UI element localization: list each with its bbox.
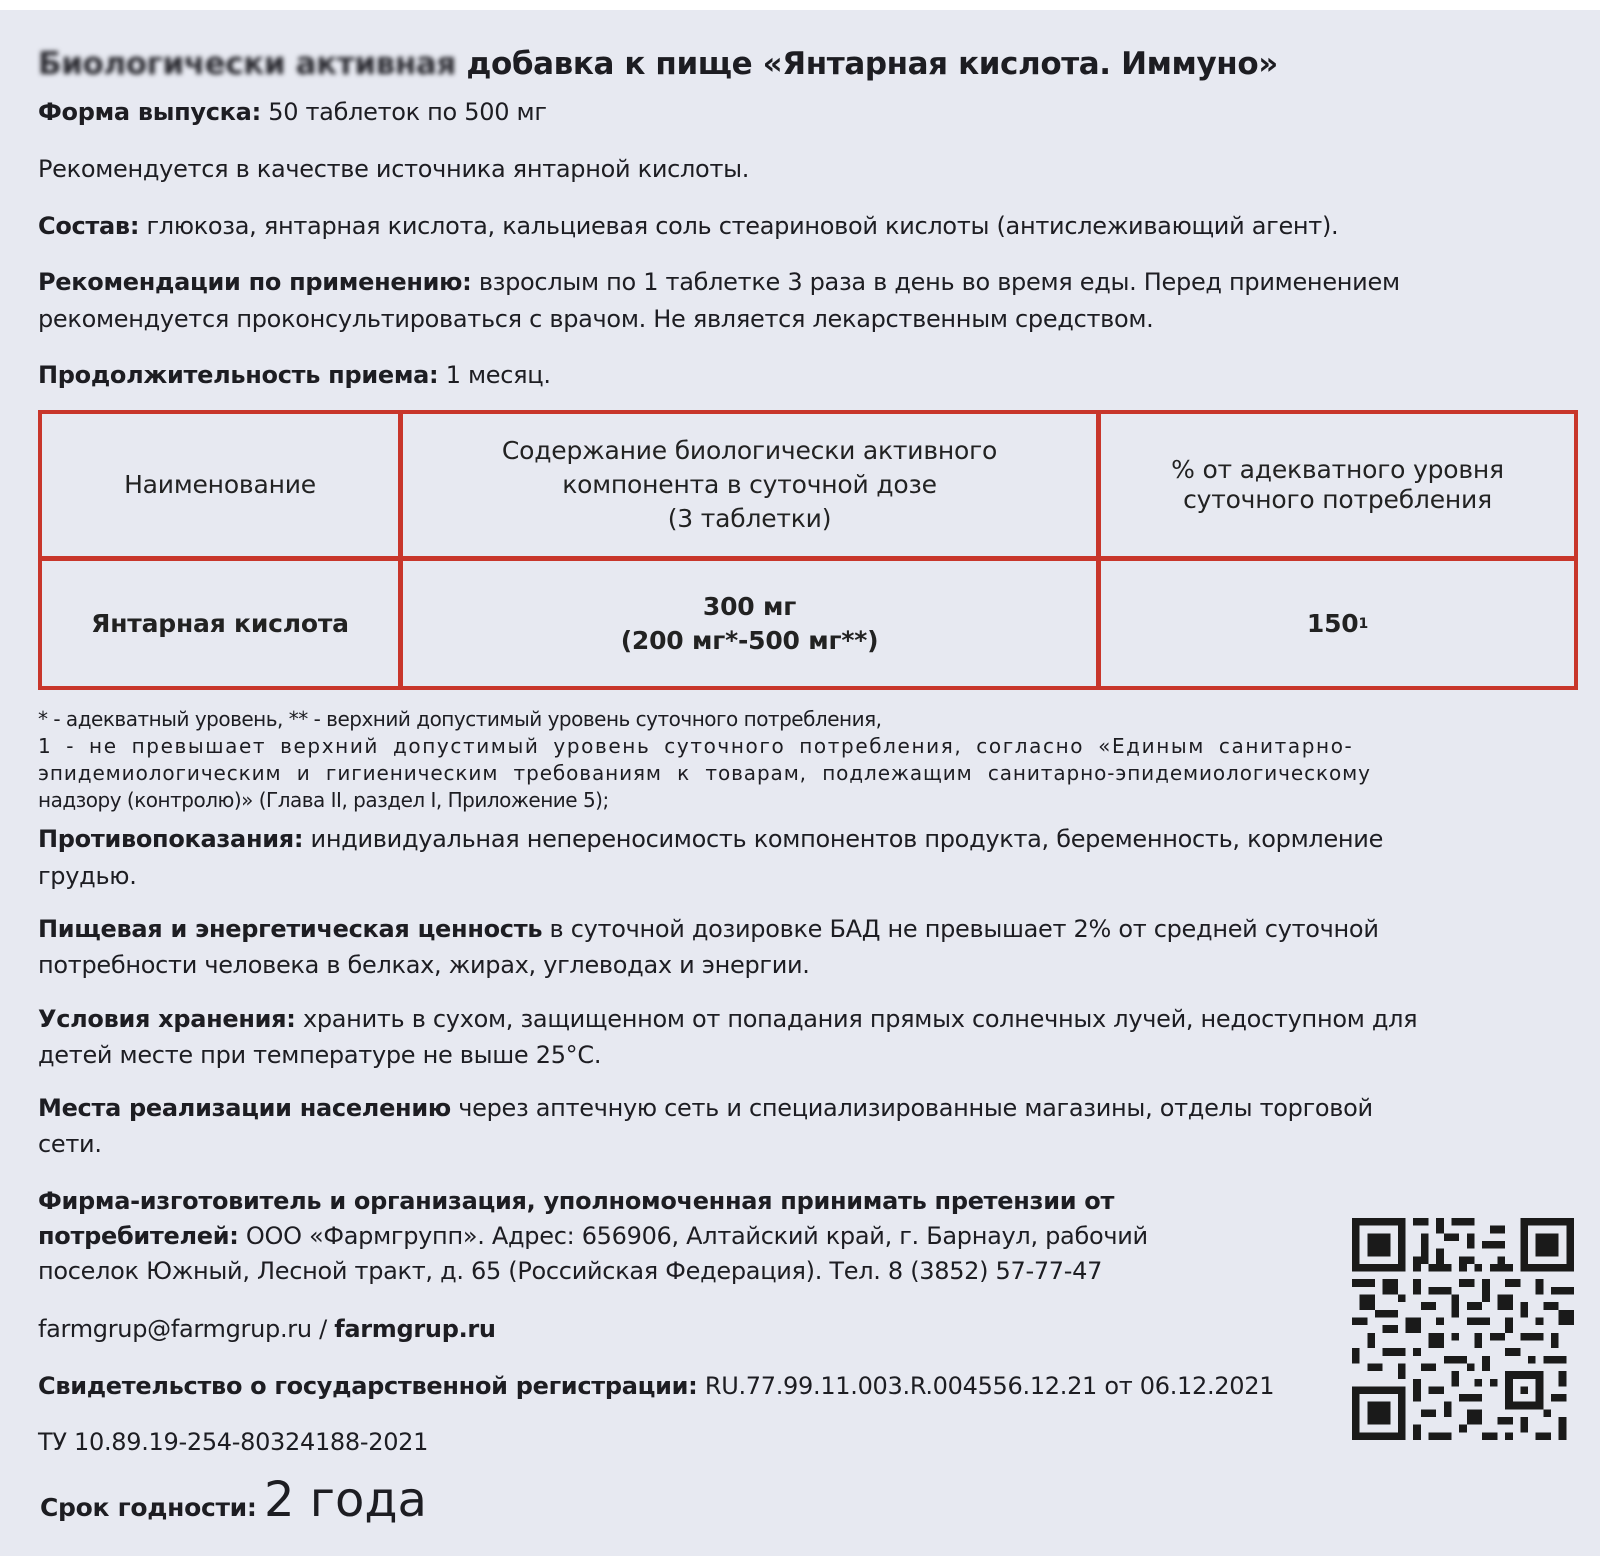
contact-website: farmgrup.ru (334, 1315, 496, 1343)
storage-line-2: детей месте при температуре не выше 25°С. (38, 1041, 602, 1069)
row-content-amount: 300 мг (702, 591, 797, 621)
composition (38, 212, 1338, 240)
registration (38, 1372, 1274, 1400)
row-name: Янтарная кислота (91, 608, 349, 638)
row-name-cell (42, 561, 398, 686)
manufacturer-address-2: поселок Южный, Лесной тракт, д. 65 (Российская Федерация). Тел. 8 (3852) 57-77-47 (38, 1257, 1103, 1285)
manufacturer-label-line-2: потребителей: (38, 1222, 239, 1250)
manufacturer-address-1: ООО «Фармгрупп». Адрес: 656906, Алтайский край, г. Барнаул, рабочий (245, 1222, 1148, 1250)
usage-label: Рекомендации по применению: (38, 268, 472, 296)
usage-line-1 (38, 268, 1400, 296)
nutrition-text: в суточной дозировке БАД не превышает 2% от средней суточной (549, 915, 1379, 943)
contraindications-line-1 (38, 825, 1383, 853)
registration-value: RU.77.99.11.003.R.004556.12.21 от 06.12.2021 (704, 1372, 1275, 1400)
shelf-life-value: 2 года (263, 1472, 427, 1528)
nutrition-line-2: потребности человека в белках, жирах, углеводах и энергии. (38, 951, 810, 979)
contraindications-line-2: грудью. (38, 862, 137, 890)
manufacturer-line-2 (38, 1222, 1148, 1250)
header-cell-content (403, 414, 1096, 556)
release-form-label: Форма выпуска: (38, 98, 261, 126)
composition-table (38, 410, 1578, 690)
storage-line-1 (38, 1005, 1417, 1033)
usage-text-1: взрослым по 1 таблетке 3 раза в день во время еды. Перед применением (478, 268, 1400, 296)
sales-line-1 (38, 1094, 1373, 1122)
row-percent-footnote-mark: 1 (1358, 615, 1369, 632)
footnote-3: эпидемиологическим и гигиеническим требованиям к товарам, подлежащим санитарно-эпидемиологическому (38, 761, 1371, 785)
composition-label: Состав: (38, 212, 140, 240)
nutrition-label: Пищевая и энергетическая ценность (38, 915, 543, 943)
manufacturer-label-line-1: Фирма-изготовитель и организация, уполномоченная принимать претензии от (38, 1187, 1115, 1215)
contact-email: farmgrup@farmgrup.ru (38, 1315, 312, 1343)
row-content-range: (200 мг*-500 мг**) (620, 625, 879, 655)
header-percent-line-2: суточного потребления (1183, 485, 1492, 514)
release-form (38, 98, 547, 126)
sales-line-2: сети. (38, 1130, 102, 1158)
duration-label: Продолжительность приема: (38, 361, 439, 389)
footnote-4: надзору (контролю)» (Глава II, раздел I, Приложение 5); (38, 788, 609, 812)
release-form-value: 50 таблеток по 500 мг (268, 98, 547, 126)
sales-text: через аптечную сеть и специализированные магазины, отделы торговой (458, 1094, 1373, 1122)
row-content-cell (403, 561, 1096, 686)
header-percent-line-1: % от адекватного уровня (1171, 455, 1504, 484)
header-content-line-1: Содержание биологически активного (501, 436, 998, 465)
header-cell-percent (1101, 414, 1574, 556)
tu-code: ТУ 10.89.19-254-80324188-2021 (38, 1428, 429, 1456)
contraindications-text: индивидуальная непереносимость компонентов продукта, беременность, кормление (310, 825, 1384, 853)
contact-separator: / (311, 1315, 335, 1343)
contacts (38, 1315, 496, 1343)
nutrition-line-1 (38, 915, 1379, 943)
usage-line-2: рекомендуется проконсультироваться с врачом. Не является лекарственным средством. (38, 305, 1154, 333)
shelf-life-label: Срок годности: (40, 1493, 257, 1522)
row-percent-cell (1101, 561, 1574, 686)
recommended-source: Рекомендуется в качестве источника янтарной кислоты. (38, 155, 750, 183)
header-content-line-3: (3 таблетки) (667, 504, 832, 533)
footnote-1: * - адекватный уровень, ** - верхний допустимый уровень суточного потребления, (38, 707, 882, 731)
storage-label: Условия хранения: (38, 1005, 296, 1033)
sales-label: Места реализации населению (38, 1094, 451, 1122)
header-cell-name (42, 414, 398, 556)
storage-text: хранить в сухом, защищенном от попадания прямых солнечных лучей, недоступном для (302, 1005, 1418, 1033)
registration-label: Свидетельство о государственной регистрации: (38, 1372, 698, 1400)
composition-value: глюкоза, янтарная кислота, кальциевая соль стеариновой кислоты (антислеживающий агент). (146, 212, 1339, 240)
blurred-title-prefix: Биологически активная (38, 46, 456, 82)
row-percent: 150 (1306, 608, 1359, 638)
contraindications-label: Противопоказания: (38, 825, 304, 853)
duration (38, 361, 551, 389)
product-title (38, 46, 1278, 82)
duration-value: 1 месяц. (445, 361, 551, 389)
header-name-text: Наименование (124, 470, 316, 499)
qr-code-icon (1352, 1218, 1574, 1440)
footnote-2: 1 - не превышает верхний допустимый уровень суточного потребления, согласно «Единым санитарно- (38, 734, 1354, 758)
header-content-line-2: компонента в суточной дозе (562, 470, 937, 499)
shelf-life (40, 1472, 427, 1528)
title-main: добавка к пище «Янтарная кислота. Иммуно» (466, 46, 1278, 82)
